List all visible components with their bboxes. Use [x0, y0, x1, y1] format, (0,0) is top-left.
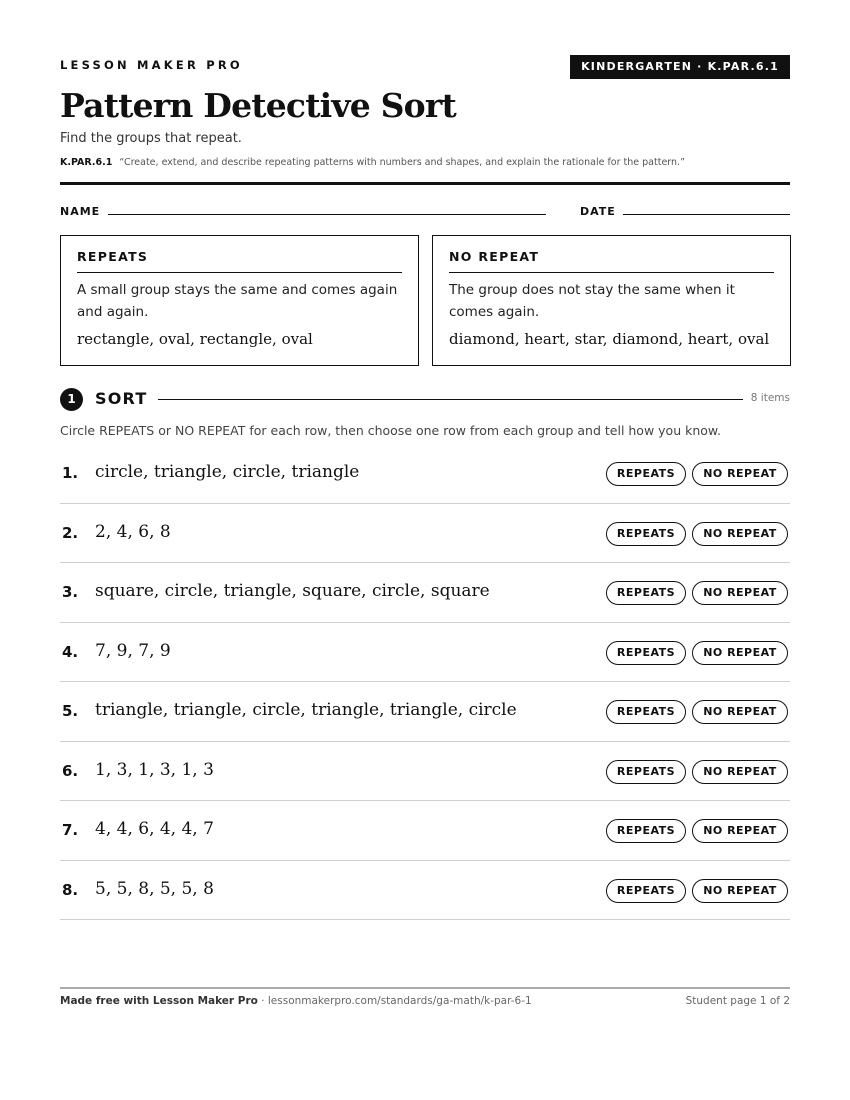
item-pattern: 4, 4, 6, 4, 4, 7: [95, 819, 214, 839]
sort-item-row: [60, 742, 790, 802]
item-pattern: triangle, triangle, circle, triangle, triangle, circle: [95, 700, 517, 720]
repeats-choice[interactable]: REPEATS: [606, 641, 686, 665]
item-number: 4.: [62, 642, 79, 661]
no-repeat-choice[interactable]: NO REPEAT: [692, 819, 788, 843]
brand-name: LESSON MAKER PRO: [60, 58, 243, 72]
section-number-badge: 1: [60, 388, 83, 411]
item-number: 3.: [62, 583, 79, 601]
repeats-choice[interactable]: REPEATS: [606, 581, 686, 605]
name-field[interactable]: [108, 214, 546, 215]
definition-example: diamond, heart, star, diamond, heart, oval: [449, 330, 770, 348]
sort-item-row: [60, 563, 790, 623]
page-subtitle: Find the groups that repeat.: [60, 131, 242, 146]
repeats-choice[interactable]: REPEATS: [606, 819, 686, 843]
item-number: 8.: [62, 880, 79, 899]
no-repeat-choice[interactable]: NO REPEAT: [692, 879, 788, 903]
repeats-choice[interactable]: REPEATS: [606, 760, 686, 784]
page-title: Pattern Detective Sort: [60, 86, 456, 125]
sort-item-row: [60, 444, 790, 504]
sort-item-row: [60, 623, 790, 683]
item-pattern: 1, 3, 1, 3, 1, 3: [95, 759, 214, 780]
item-number: 1.: [62, 464, 79, 482]
repeats-choice[interactable]: REPEATS: [606, 700, 686, 724]
footer-url[interactable]: · lessonmakerpro.com/standards/ga-math/k-par-6-1: [257, 995, 532, 1007]
date-field[interactable]: [623, 214, 790, 215]
definition-heading: NO REPEAT: [449, 249, 774, 273]
header-divider: [60, 182, 790, 185]
no-repeat-choice[interactable]: NO REPEAT: [692, 581, 788, 605]
no-repeat-choice[interactable]: NO REPEAT: [692, 522, 788, 546]
page-indicator: Student page 1 of 2: [685, 995, 790, 1007]
section-instructions: Circle REPEATS or NO REPEAT for each row, then choose one row from each group and tell how you know.: [60, 423, 721, 438]
standard-text: “Create, extend, and describe repeating patterns with numbers and shapes, and explain the rationale for the pattern.”: [119, 157, 685, 168]
item-pattern: circle, triangle, circle, triangle: [95, 462, 360, 482]
footer-credit: [60, 995, 532, 1007]
sort-item-row: [60, 504, 790, 564]
item-pattern: 7, 9, 7, 9: [95, 640, 171, 661]
sort-item-row: [60, 861, 790, 921]
item-pattern: 5, 5, 8, 5, 5, 8: [95, 878, 214, 899]
date-label: DATE: [580, 205, 616, 218]
definition-heading: REPEATS: [77, 249, 402, 273]
standard-code: K.PAR.6.1: [60, 157, 113, 168]
footer-divider: [60, 987, 790, 989]
repeats-choice[interactable]: REPEATS: [606, 879, 686, 903]
section-title: SORT: [95, 389, 148, 408]
worksheet-page: [60, 0, 790, 1100]
no-repeat-choice[interactable]: NO REPEAT: [692, 641, 788, 665]
repeats-choice[interactable]: REPEATS: [606, 522, 686, 546]
item-pattern: 2, 4, 6, 8: [95, 521, 171, 542]
sort-item-row: [60, 801, 790, 861]
item-number: 2.: [62, 523, 79, 542]
item-number: 6.: [62, 761, 79, 780]
definition-example: rectangle, oval, rectangle, oval: [77, 330, 313, 348]
sort-item-row: [60, 682, 790, 742]
grade-standard-badge: KINDERGARTEN · K.PAR.6.1: [570, 55, 790, 79]
definition-description: A small group stays the same and comes again and again.: [77, 282, 398, 320]
footer-made-with: Made free with Lesson Maker Pro: [60, 995, 258, 1007]
definition-card-repeats: [60, 235, 419, 366]
name-label: NAME: [60, 205, 101, 218]
definition-card-no-repeat: [432, 235, 791, 366]
definition-description: The group does not stay the same when it comes again.: [449, 282, 735, 320]
no-repeat-choice[interactable]: NO REPEAT: [692, 760, 788, 784]
no-repeat-choice[interactable]: NO REPEAT: [692, 700, 788, 724]
section-divider: [158, 399, 743, 400]
item-count: 8 items: [750, 392, 790, 404]
repeats-choice[interactable]: REPEATS: [606, 462, 686, 486]
sort-item-list: [60, 444, 790, 920]
no-repeat-choice[interactable]: NO REPEAT: [692, 462, 788, 486]
item-pattern: square, circle, triangle, square, circle, square: [95, 581, 490, 601]
item-number: 7.: [62, 821, 79, 839]
item-number: 5.: [62, 702, 79, 720]
standard-statement: [60, 157, 685, 168]
